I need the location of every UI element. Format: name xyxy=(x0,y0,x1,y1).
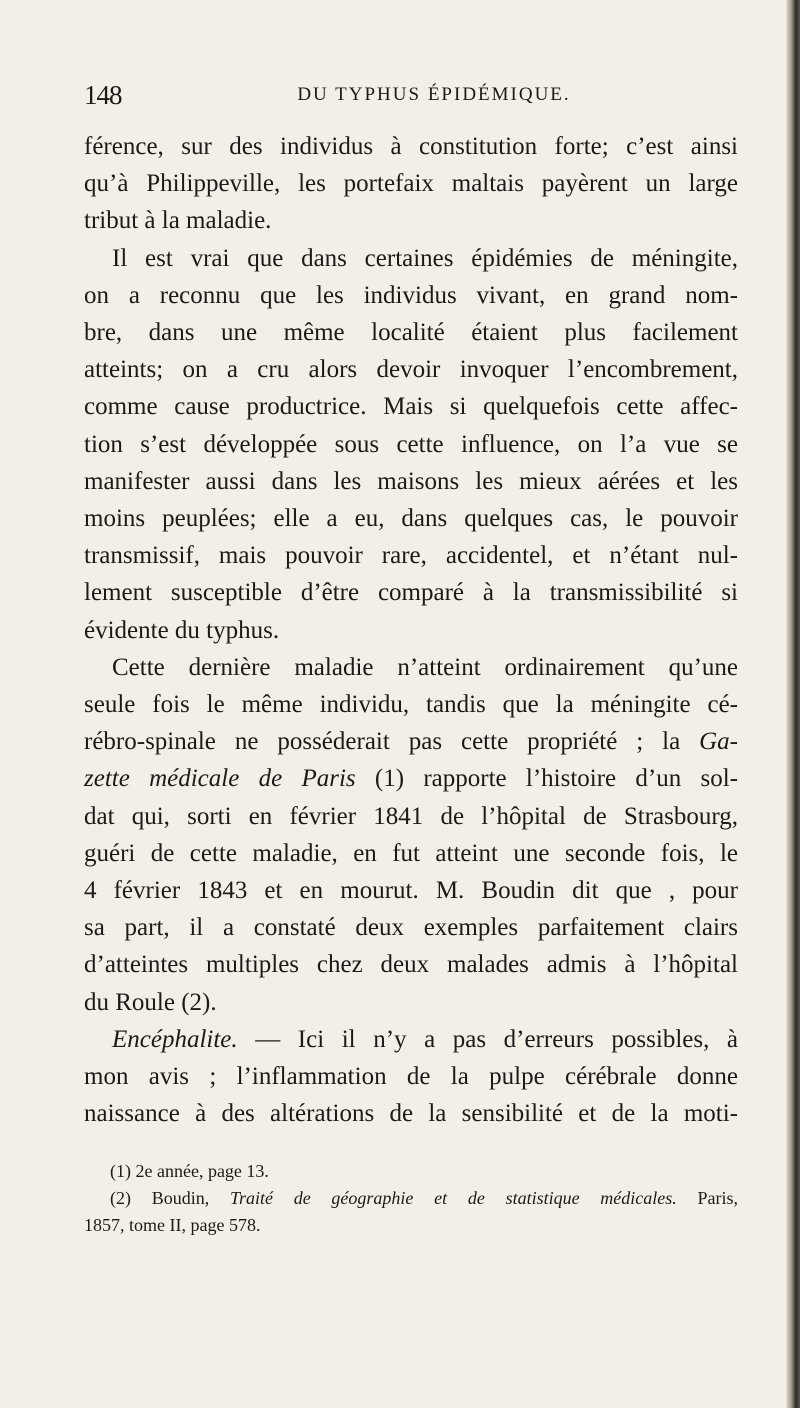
body-text xyxy=(84,128,738,1132)
page-edge xyxy=(786,0,800,1408)
footnote-2 xyxy=(110,1185,738,1212)
text-line: atteints; on a cru alors devoir invoquer l’encombrement, xyxy=(84,356,738,384)
text-line: mon avis ; l’inflammation de la pulpe cérébrale donne xyxy=(84,1063,738,1091)
text-line: sa part, il a constaté deux exemples parfaitement clairs xyxy=(84,914,738,942)
footnote-1: (1) 2e année, page 13. xyxy=(110,1161,269,1181)
text-line: tion s’est développée sous cette influence, on l’a vue se xyxy=(84,430,738,458)
footnote-2-title: Traité de géographie et de statistique médicales. xyxy=(229,1188,677,1208)
text-line: manifester aussi dans les maisons les mieux aérées et les xyxy=(84,467,738,495)
text-line: tribut à la maladie. xyxy=(84,207,272,235)
text-line: Il est vrai que dans certaines épidémies de méningite, xyxy=(112,244,738,272)
text-line: moins peuplées; elle a eu, dans quelques cas, le pouvoir xyxy=(84,505,738,533)
text-run: rébro-spinale ne posséderait pas cette propriété ; la xyxy=(84,728,681,756)
text-line: du Roule (2). xyxy=(84,988,217,1016)
text-line: bre, dans une même localité étaient plus facilement xyxy=(84,319,738,347)
text-line: évidente du typhus. xyxy=(84,616,280,644)
running-title: DU TYPHUS ÉPIDÉMIQUE. xyxy=(297,84,571,105)
page-number: 148 xyxy=(84,80,122,110)
text-line: guéri de cette maladie, en fut atteint une seconde fois, le xyxy=(84,839,738,867)
text-line: férence, sur des individus à constitution forte; c’est ainsi xyxy=(84,133,738,160)
text-line: transmissif, mais pouvoir rare, accidentel, et n’étant nul- xyxy=(84,542,738,570)
text-line xyxy=(84,723,738,760)
text-run: — Ici il n’y a pas d’erreurs possibles, à xyxy=(255,1025,739,1053)
text-line: 4 février 1843 et en mourut. M. Boudin dit que , pour xyxy=(84,877,738,905)
footnote-2-place: Paris, xyxy=(697,1188,739,1208)
journal-title: Ga- xyxy=(699,728,739,756)
footnote-2-author: (2) Boudin, xyxy=(110,1188,210,1208)
text-run: (1) rapporte l’histoire d’un sol- xyxy=(374,765,738,793)
section-heading: Encéphalite. xyxy=(112,1025,238,1053)
text-line: d’atteintes multiples chez deux malades admis à l’hôpital xyxy=(84,951,738,979)
text-line: dat qui, sorti en février 1841 de l’hôpital de Strasbourg, xyxy=(84,802,738,830)
footnote-2-continuation: 1857, tome II, page 578. xyxy=(84,1215,261,1235)
text-line: on a reconnu que les individus vivant, en grand nom- xyxy=(84,281,738,309)
text-line: seule fois le même individu, tandis que la méningite cé- xyxy=(84,691,738,719)
text-line: comme cause productrice. Mais si quelquefois cette affec- xyxy=(84,393,738,421)
text-line: naissance à des altérations de la sensibilité et de la moti- xyxy=(84,1100,738,1128)
footnotes xyxy=(84,1158,739,1239)
text-line: qu’à Philippeville, les portefaix maltais payèrent un large xyxy=(84,170,738,198)
text-line: Cette dernière maladie n’atteint ordinairement qu’une xyxy=(112,653,738,681)
journal-title: zette médicale de Paris xyxy=(84,765,356,793)
text-line xyxy=(84,1021,738,1058)
text-line xyxy=(84,760,738,797)
running-head xyxy=(84,80,744,120)
text-line: lement susceptible d’être comparé à la transmissibilité si xyxy=(84,579,738,607)
